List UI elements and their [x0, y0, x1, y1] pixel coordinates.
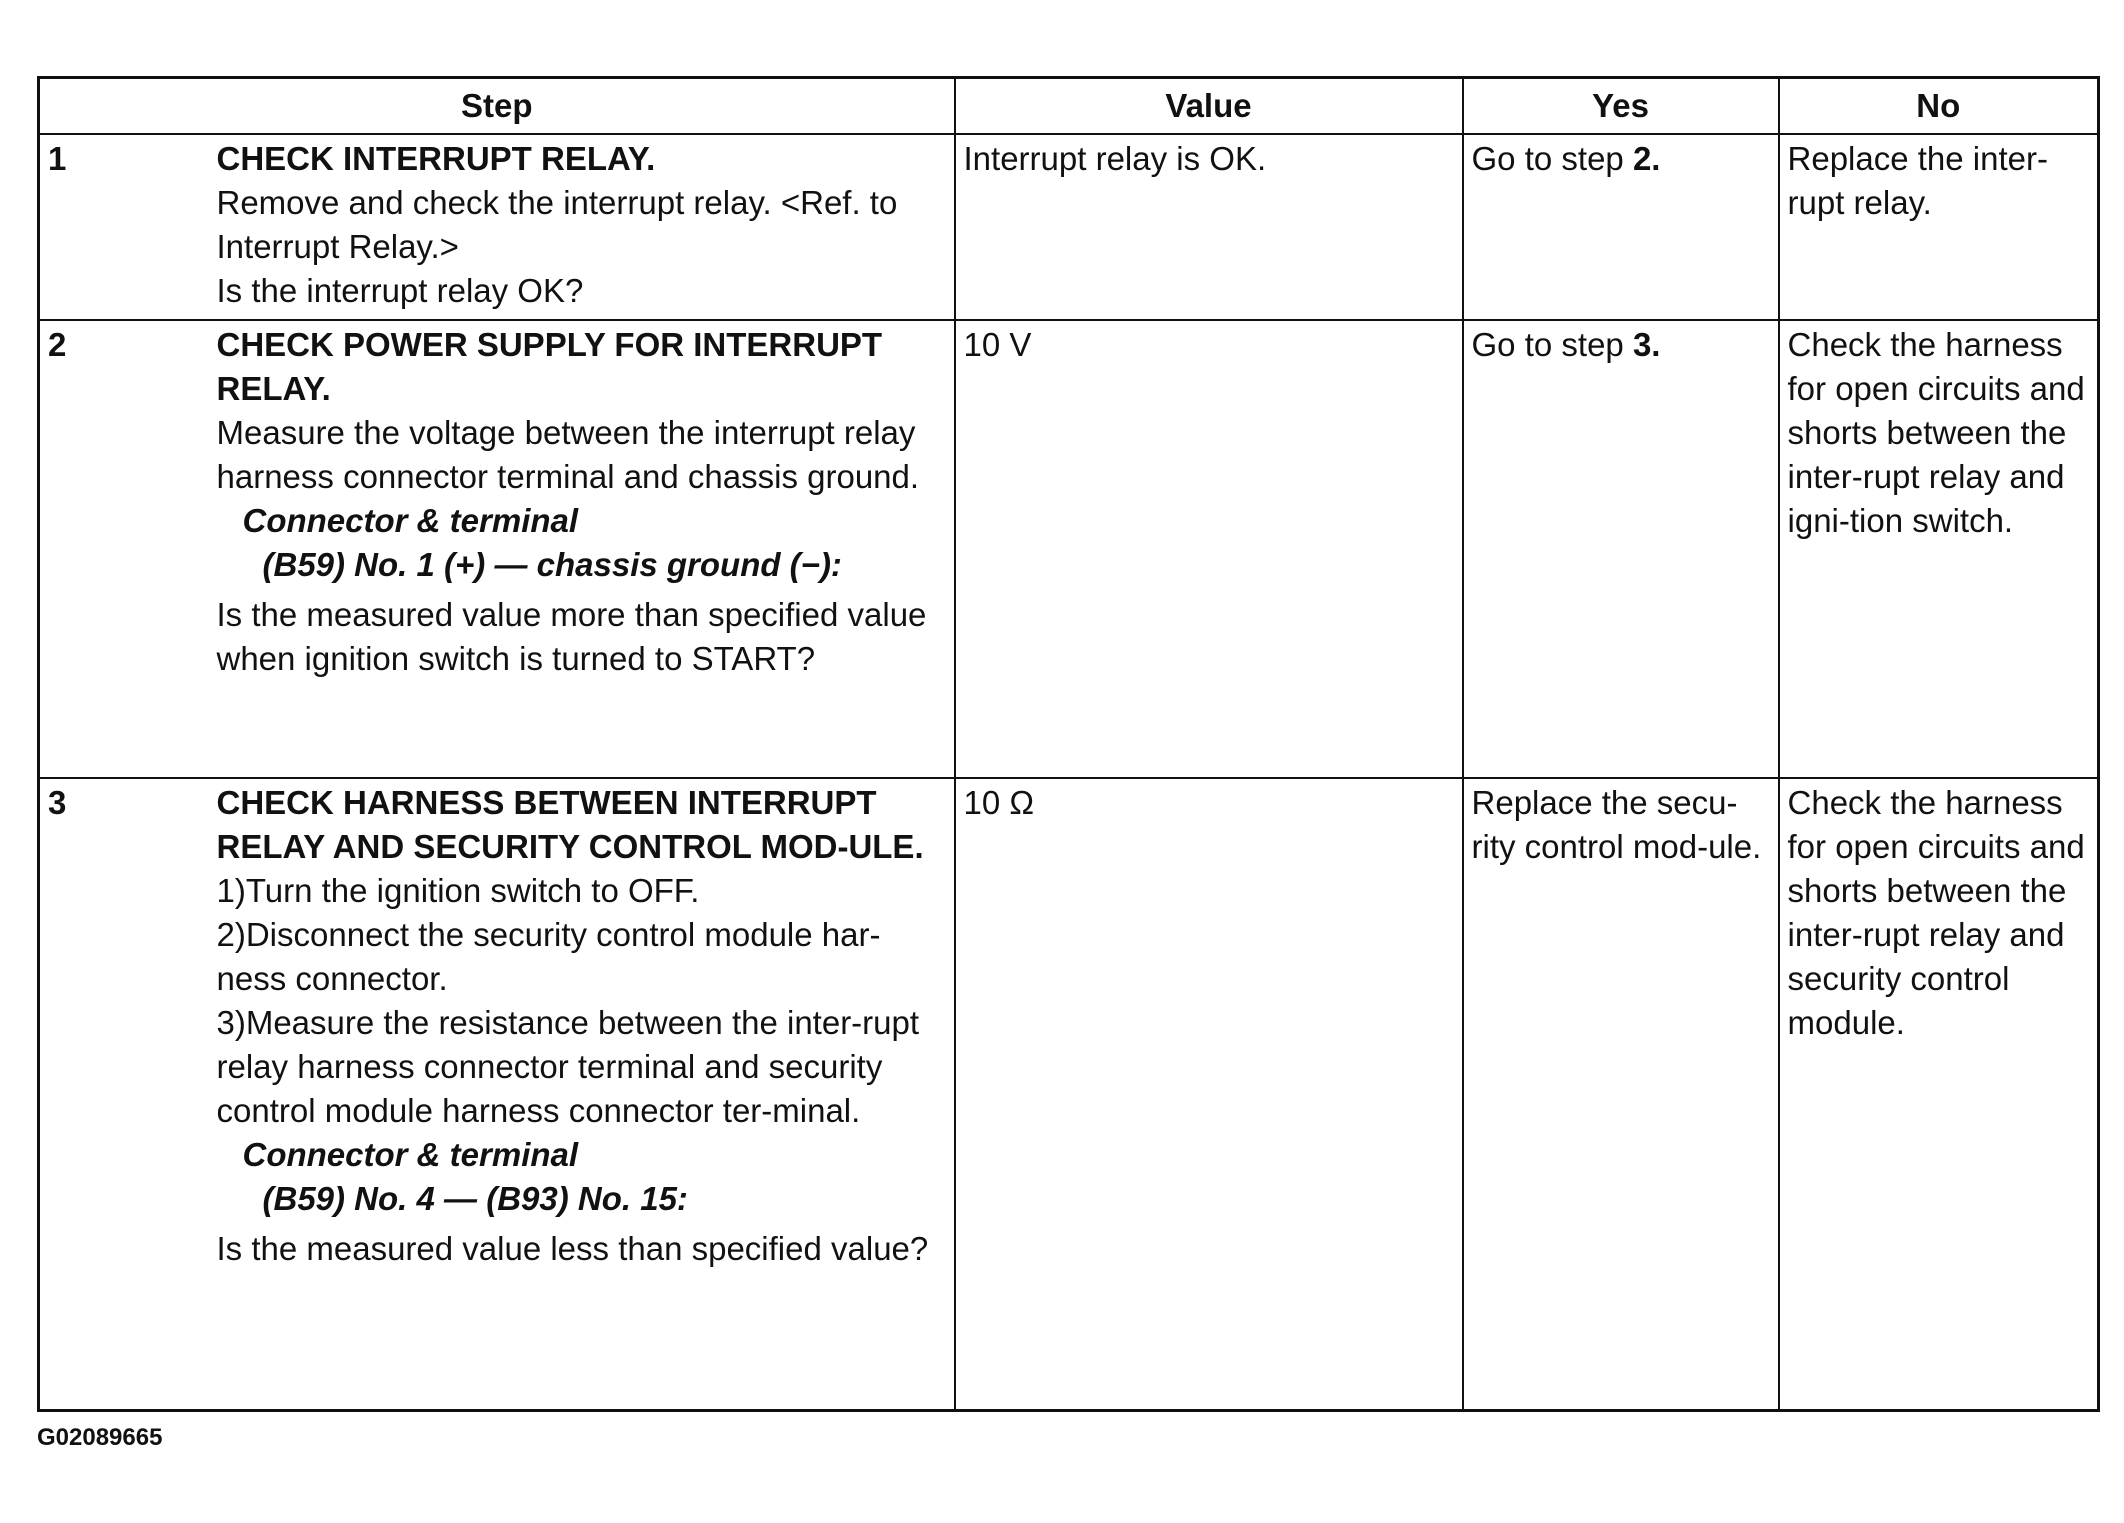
step-number: 3 [48, 784, 67, 821]
value-text: Interrupt relay is OK. [963, 140, 1267, 177]
yes-step-ref: 2. [1632, 140, 1661, 177]
figure-id: G02089665 [37, 1424, 163, 1451]
step-title: CHECK HARNESS BETWEEN INTERRUPT RELAY AND SECURITY CONTROL MOD-ULE. [216, 784, 924, 865]
header-step: Step [39, 78, 955, 135]
header-value: Value [955, 78, 1463, 135]
no-cell [1779, 320, 2099, 778]
step-title: CHECK POWER SUPPLY FOR INTERRUPT RELAY. [216, 326, 883, 407]
table-row [39, 134, 2099, 320]
header-yes: Yes [1463, 78, 1779, 135]
step-question: Is the measured value more than specified value when ignition switch is turned to START? [216, 596, 927, 677]
step-cell [209, 134, 955, 320]
connector-heading: Connector & terminal [242, 1136, 579, 1173]
diagnostic-table [37, 76, 2100, 1412]
table-row [39, 320, 2099, 778]
value-text: 10 Ω [963, 784, 1035, 821]
step-question: Is the measured value less than specified value? [216, 1230, 929, 1267]
step-instruction: 1)Turn the ignition switch to OFF. [216, 872, 700, 909]
step-number-cell [39, 778, 209, 1410]
step-cell [209, 320, 955, 778]
step-instruction: Measure the voltage between the interrupt relay harness connector terminal and chassis ground. [216, 414, 920, 495]
header-row [39, 78, 2099, 135]
yes-text: Replace the secu-rity control mod-ule. [1471, 784, 1762, 865]
step-instruction: 2)Disconnect the security control module har-ness connector. [216, 916, 881, 997]
connector-terminal: (B59) No. 1 (+) — chassis ground (−): [262, 546, 842, 583]
yes-text: Go to step [1471, 140, 1633, 177]
value-cell [955, 778, 1463, 1410]
step-cell [209, 778, 955, 1410]
yes-cell [1463, 134, 1779, 320]
no-cell [1779, 134, 2099, 320]
value-cell [955, 320, 1463, 778]
step-question: Is the interrupt relay OK? [216, 272, 584, 309]
no-text: Replace the inter-rupt relay. [1787, 140, 2048, 221]
yes-cell [1463, 320, 1779, 778]
yes-text: Go to step [1471, 326, 1633, 363]
step-instruction: 3)Measure the resistance between the inter-rupt relay harness connector terminal and security control module harness connector ter-minal. [216, 1004, 920, 1129]
header-no: No [1779, 78, 2099, 135]
yes-step-ref: 3. [1632, 326, 1661, 363]
no-cell [1779, 778, 2099, 1410]
connector-terminal: (B59) No. 4 — (B93) No. 15: [262, 1180, 688, 1217]
table-row [39, 778, 2099, 1410]
yes-cell [1463, 778, 1779, 1410]
value-cell [955, 134, 1463, 320]
step-title: CHECK INTERRUPT RELAY. [216, 140, 656, 177]
step-instruction: Remove and check the interrupt relay. <Ref. to Interrupt Relay.> [216, 184, 898, 265]
step-number-cell [39, 320, 209, 778]
connector-heading: Connector & terminal [242, 502, 579, 539]
step-number-cell [39, 134, 209, 320]
diagnostic-table-container [37, 76, 2097, 1412]
no-text: Check the harness for open circuits and shorts between the inter-rupt relay and igni-tion switch. [1787, 326, 2085, 539]
step-number: 2 [48, 326, 67, 363]
no-text: Check the harness for open circuits and shorts between the inter-rupt relay and security control module. [1787, 784, 2085, 1041]
value-text: 10 V [963, 326, 1032, 363]
step-number: 1 [48, 140, 67, 177]
